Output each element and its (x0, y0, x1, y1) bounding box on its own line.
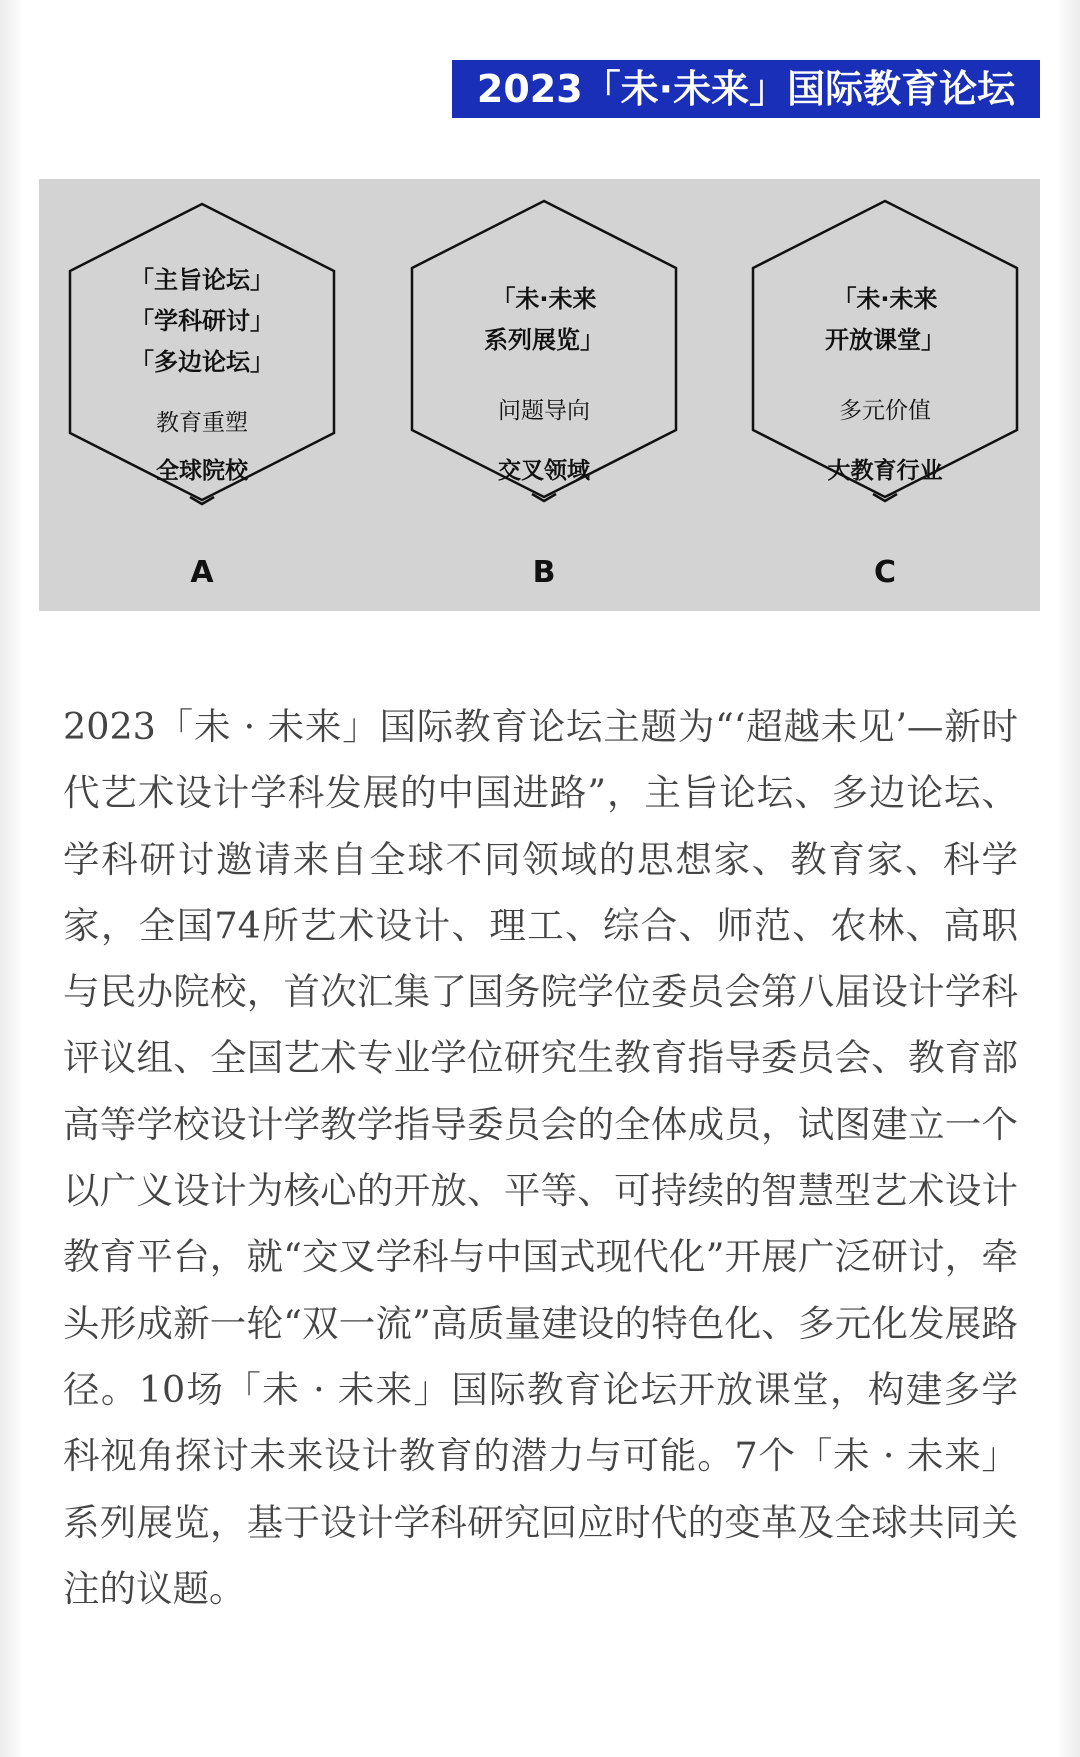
page-edge-right (1056, 0, 1080, 1757)
article-paragraph: 2023「未 · 未来」国际教育论坛主题为“‘超越未见’—新时代艺术设计学科发展的中国进路”，主旨论坛、多边论坛、学科研讨邀请来自全球不同领域的思想家、教育家、科学家，全国74所艺术设计、理工、综合、师范、农林、高职与民办院校，首次汇集了国务院学位委员会第八届设计学科评议组、全国艺术专业学位研究生教育指导委员会、教育部高等学校设计学教学指导委员会的全体成员，试图建立一个以广义设计为核心的开放、平等、可持续的智慧型艺术设计教育平台，就“交叉学科与中国式现代化”开展广泛研讨，牵头形成新一轮“双一流”高质量建设的特色化、多元化发展路径。10场「未 · 未来」国际教育论坛开放课堂，构建多学科视角探讨未来设计教育的潜力与可能。7个「未 · 未来」系列展览，基于设计学科研究回应时代的变革及全球共同关注的议题。 (63, 705, 1018, 1610)
hexagon-a-title-line: 「学科研讨」 (130, 307, 274, 335)
hexagon-c-bottom-label: 大教育行业 (827, 458, 943, 484)
hexagon-a-subtitle: 教育重塑 (156, 410, 248, 436)
hexagon-a-content (102, 260, 302, 383)
hexagon-b-content (444, 279, 644, 361)
forum-structure-diagram (39, 179, 1040, 611)
page-edge-left (0, 0, 24, 1757)
hexagon-c-title-line: 「未·未来 (832, 285, 938, 313)
hexagon-a-letter: A (190, 555, 214, 590)
hexagon-b-title-line: 「未·未来 (491, 285, 597, 313)
hexagon-b-title-line: 系列展览」 (484, 326, 604, 354)
hexagon-c-content (785, 279, 985, 361)
hexagon-a-title-line: 「多边论坛」 (130, 348, 274, 376)
hexagon-c-title-line: 开放课堂」 (825, 326, 945, 354)
hexagon-outlines (39, 179, 1040, 611)
hexagon-a-title-line: 「主旨论坛」 (130, 266, 274, 294)
forum-title-banner: 2023「未·未来」国际教育论坛 (452, 60, 1040, 118)
hexagon-b-subtitle: 问题导向 (498, 398, 590, 424)
hexagon-b-bottom-label: 交叉领域 (498, 458, 590, 484)
hexagon-a-bottom-label: 全球院校 (156, 458, 248, 484)
hexagon-c-subtitle: 多元价值 (839, 398, 931, 424)
hexagon-c-letter: C (873, 555, 897, 590)
hexagon-b-letter: B (532, 555, 556, 590)
